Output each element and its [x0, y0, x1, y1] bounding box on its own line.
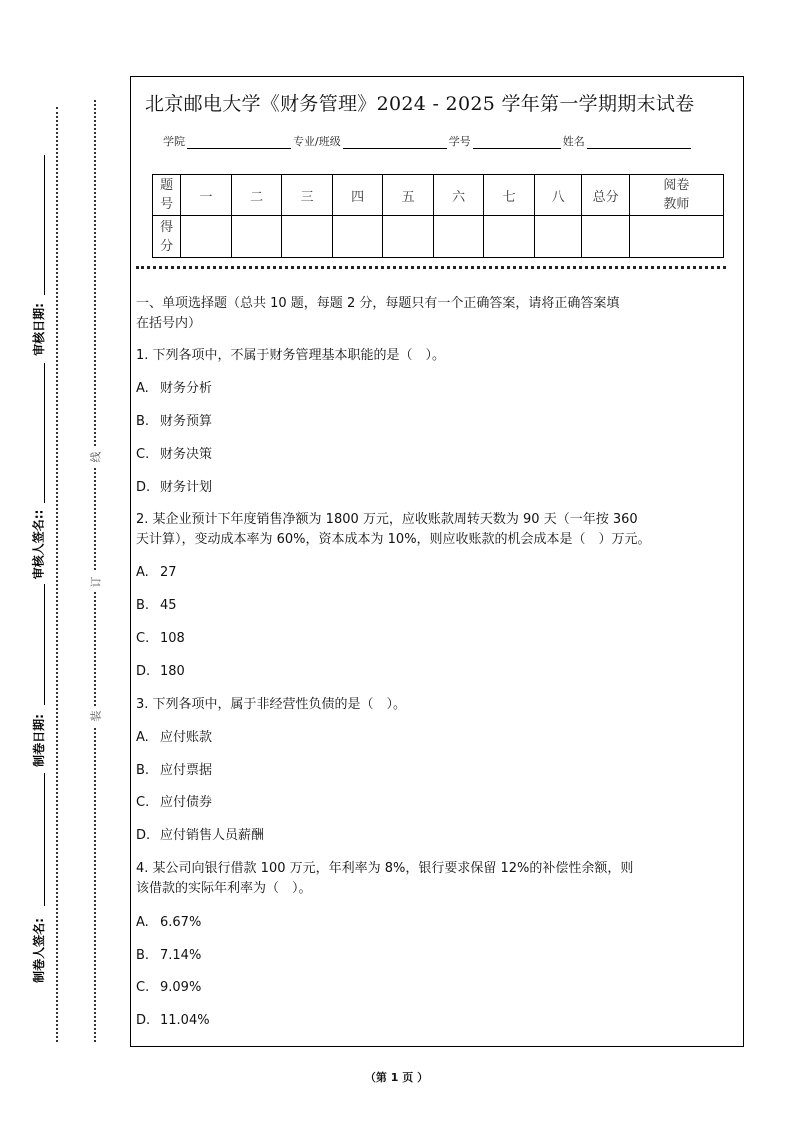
score-cell[interactable]: [383, 216, 434, 258]
maker-signature-label: 制卷人签名:: [31, 917, 46, 983]
col-head: 七: [484, 175, 535, 216]
maker-date-label: 制卷日期:: [31, 713, 46, 767]
cut-mark-bind: 订: [85, 572, 105, 592]
signature-line: [44, 363, 45, 503]
score-cell-total[interactable]: [582, 216, 629, 258]
question-4-option-b[interactable]: B. 7.14%: [136, 948, 202, 963]
col-head: 六: [433, 175, 484, 216]
score-cell[interactable]: [231, 216, 282, 258]
name-field[interactable]: [587, 136, 691, 149]
col-head-grader: 阅卷教师: [629, 175, 723, 216]
score-cell[interactable]: [433, 216, 484, 258]
col-head: 八: [534, 175, 581, 216]
score-cell[interactable]: [534, 216, 581, 258]
exam-frame: [130, 76, 744, 1047]
question-2-option-c[interactable]: C. 108: [136, 631, 185, 646]
question-1: 1. 下列各项中，不属于财务管理基本职能的是（ ）。: [136, 348, 446, 363]
question-2-option-a[interactable]: A. 27: [136, 565, 177, 580]
student-info-row: [163, 133, 693, 149]
section-heading-line1: 一、单项选择题（总共 10 题，每题 2 分，每题只有一个正确答案，请将正确答案填: [136, 296, 620, 311]
score-table-header-row: [153, 175, 724, 216]
question-2-line2: 天计算），变动成本率为 60%，资本成本为 10%，则应收账款的机会成本是（ ）万元。: [136, 532, 651, 547]
signature-line: [44, 773, 45, 906]
question-1-option-a[interactable]: A. 财务分析: [136, 381, 213, 396]
cut-line-inner: [94, 100, 96, 1042]
col-head: 一: [181, 175, 232, 216]
college-field[interactable]: [187, 136, 291, 149]
cut-line-outer: [56, 107, 58, 1042]
question-3-option-c[interactable]: C. 应付债券: [136, 795, 213, 810]
major-class-field[interactable]: [343, 136, 447, 149]
question-4-line1: 4. 某公司向银行借款 100 万元，年利率为 8%，银行要求保留 12%的补偿性余额，则: [136, 861, 634, 876]
col-head: 五: [383, 175, 434, 216]
question-1-option-b[interactable]: B. 财务预算: [136, 414, 213, 429]
section-heading-line2: 在括号内）: [136, 316, 202, 331]
question-2-line1: 2. 某企业预计下年度销售净额为 1800 万元，应收账款周转天数为 90 天（一年按 360: [136, 512, 638, 527]
score-cell[interactable]: [181, 216, 232, 258]
score-cell-grader[interactable]: [629, 216, 723, 258]
signature-line: [44, 155, 45, 295]
field-label-major-class: 专业/班级: [293, 135, 341, 148]
col-head: 二: [231, 175, 282, 216]
question-3-option-d[interactable]: D. 应付销售人员薪酬: [136, 828, 265, 843]
score-cell[interactable]: [332, 216, 383, 258]
question-1-option-d[interactable]: D. 财务计划: [136, 480, 213, 495]
reviewer-date-label: 审核日期:: [31, 302, 46, 356]
question-3: 3. 下列各项中，属于非经营性负债的是（ ）。: [136, 697, 407, 712]
reviewer-signature-label: 审核人签名::: [31, 509, 46, 579]
score-cell[interactable]: [282, 216, 333, 258]
field-label-college: 学院: [163, 135, 185, 148]
question-number-head: 题号: [153, 175, 181, 216]
col-head: 四: [332, 175, 383, 216]
col-head-total: 总分: [582, 175, 629, 216]
question-4-line2: 该借款的实际年利率为（ ）。: [136, 881, 312, 896]
question-2-option-b[interactable]: B. 45: [136, 598, 177, 613]
question-4-option-c[interactable]: C. 9.09%: [136, 980, 202, 995]
exam-title: 北京邮电大学《财务管理》2024 - 2025 学年第一学期期末试卷: [145, 93, 695, 115]
cut-mark-line: 线: [85, 447, 105, 467]
question-4-option-a[interactable]: A. 6.67%: [136, 915, 202, 930]
question-1-option-c[interactable]: C. 财务决策: [136, 447, 213, 462]
student-id-field[interactable]: [473, 136, 561, 149]
signature-line: [44, 584, 45, 705]
field-label-student-id: 学号: [448, 135, 471, 148]
question-4-option-d[interactable]: D. 11.04%: [136, 1013, 210, 1028]
field-label-name: 姓名: [562, 135, 585, 148]
dotted-separator: [136, 266, 726, 269]
score-table-score-row: [153, 216, 724, 258]
col-head: 三: [282, 175, 333, 216]
question-3-option-b[interactable]: B. 应付票据: [136, 763, 213, 778]
score-cell[interactable]: [484, 216, 535, 258]
score-head: 得分: [153, 216, 181, 258]
score-table: [152, 174, 724, 258]
page-number: （第 1 页 ）: [364, 1071, 429, 1084]
question-3-option-a[interactable]: A. 应付账款: [136, 730, 213, 745]
cut-mark-fold: 装: [85, 706, 105, 726]
question-2-option-d[interactable]: D. 180: [136, 664, 185, 679]
